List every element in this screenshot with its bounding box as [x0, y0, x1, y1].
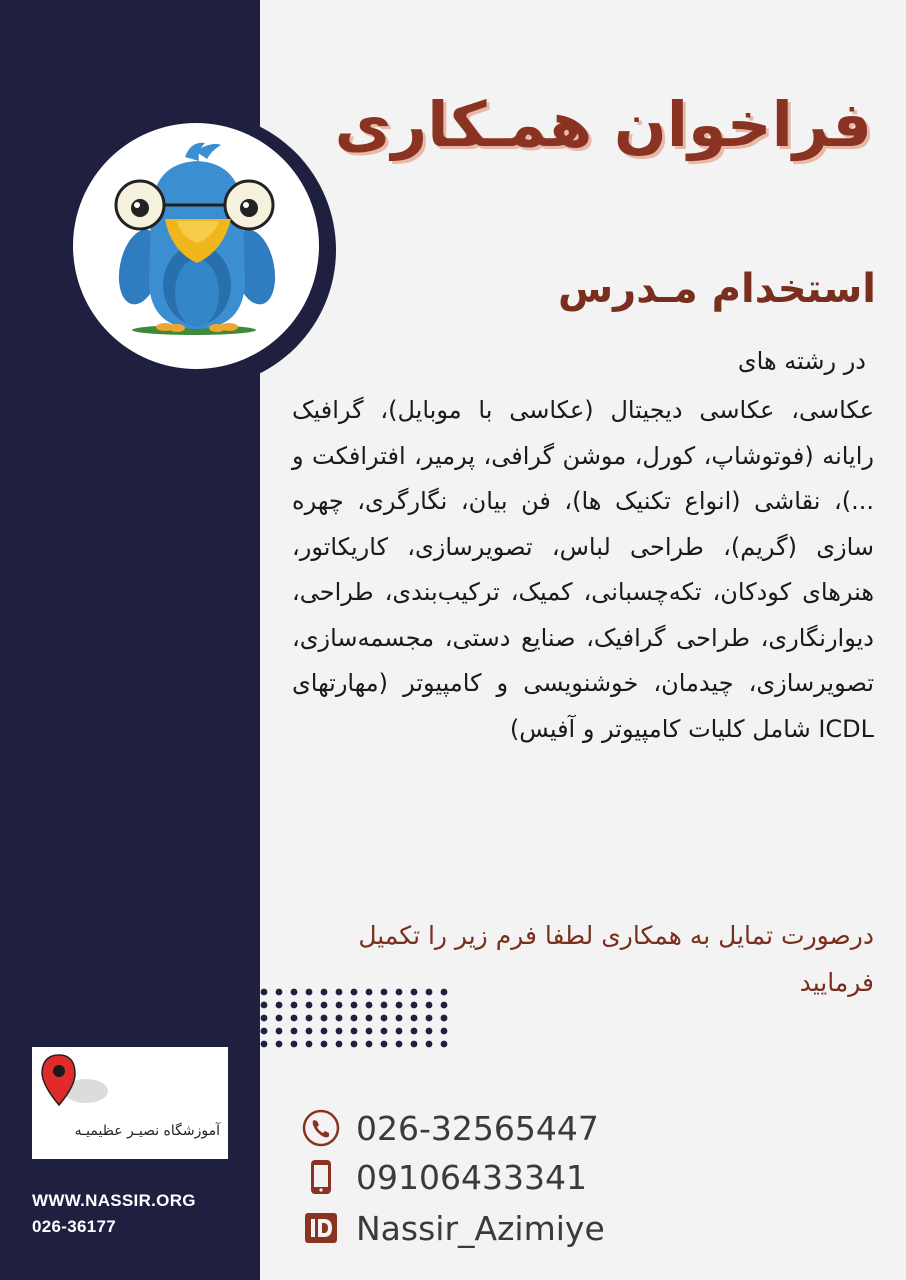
- page-subtitle: استخدام مـدرس: [557, 266, 876, 312]
- page-title: فراخوان همـکاری: [334, 88, 872, 161]
- map-pin-icon: [32, 1047, 228, 1159]
- contact-phone[interactable]: [302, 1108, 599, 1148]
- id-icon: [302, 1209, 340, 1247]
- social-id: Nassir_Azimiye: [356, 1208, 605, 1248]
- phone-number: 026-32565447: [356, 1108, 599, 1148]
- mobile-phone-icon: [302, 1158, 340, 1196]
- call-to-action: درصورت تمایل به همکاری لطفا فرم زیر را تکمیل فرمایید: [358, 921, 874, 997]
- website-link[interactable]: WWW.NASSIR.ORG: [32, 1191, 196, 1210]
- phone-icon: [302, 1109, 340, 1147]
- fields-list: عکاسی، عکاسی دیجیتال (عکاسی با موبایل)، گرافیک رایانه (فوتوشاپ، کورل، موشن گرافی، پرمیر، افترافکت و ...)، نقاشی (انواع تکنیک ها)، فن بیان، نگارگری، چهره سازی (گریم)، طراحی لباس، تصویرسازی، کاریکاتور، هنرهای کودکان، تکه‌چسبانی، کمیک، ترکیب‌بندی، طراحی، دیوارنگاری، طراحی گرافیک، صنایع دستی، مجسمه‌سازی، تصویرسازی، چیدمان، خوشنویسی و کامپیوتر (مهارتهای ICDL شامل کلیات کامپیوتر و آفیس): [292, 396, 874, 743]
- sidebar-phone: 026-36177: [32, 1217, 116, 1236]
- dot-pattern: [258, 986, 454, 1050]
- fields-intro: در رشته های: [737, 347, 866, 375]
- school-name: آموزشگاه نصیـر عظیمیـه: [74, 1123, 220, 1139]
- contact-mobile[interactable]: [302, 1157, 587, 1197]
- contact-id[interactable]: [302, 1208, 605, 1248]
- blue-owl-icon: [73, 123, 319, 369]
- mobile-number: 09106433341: [356, 1157, 587, 1197]
- logo: [73, 123, 319, 369]
- location-card[interactable]: [32, 1047, 228, 1159]
